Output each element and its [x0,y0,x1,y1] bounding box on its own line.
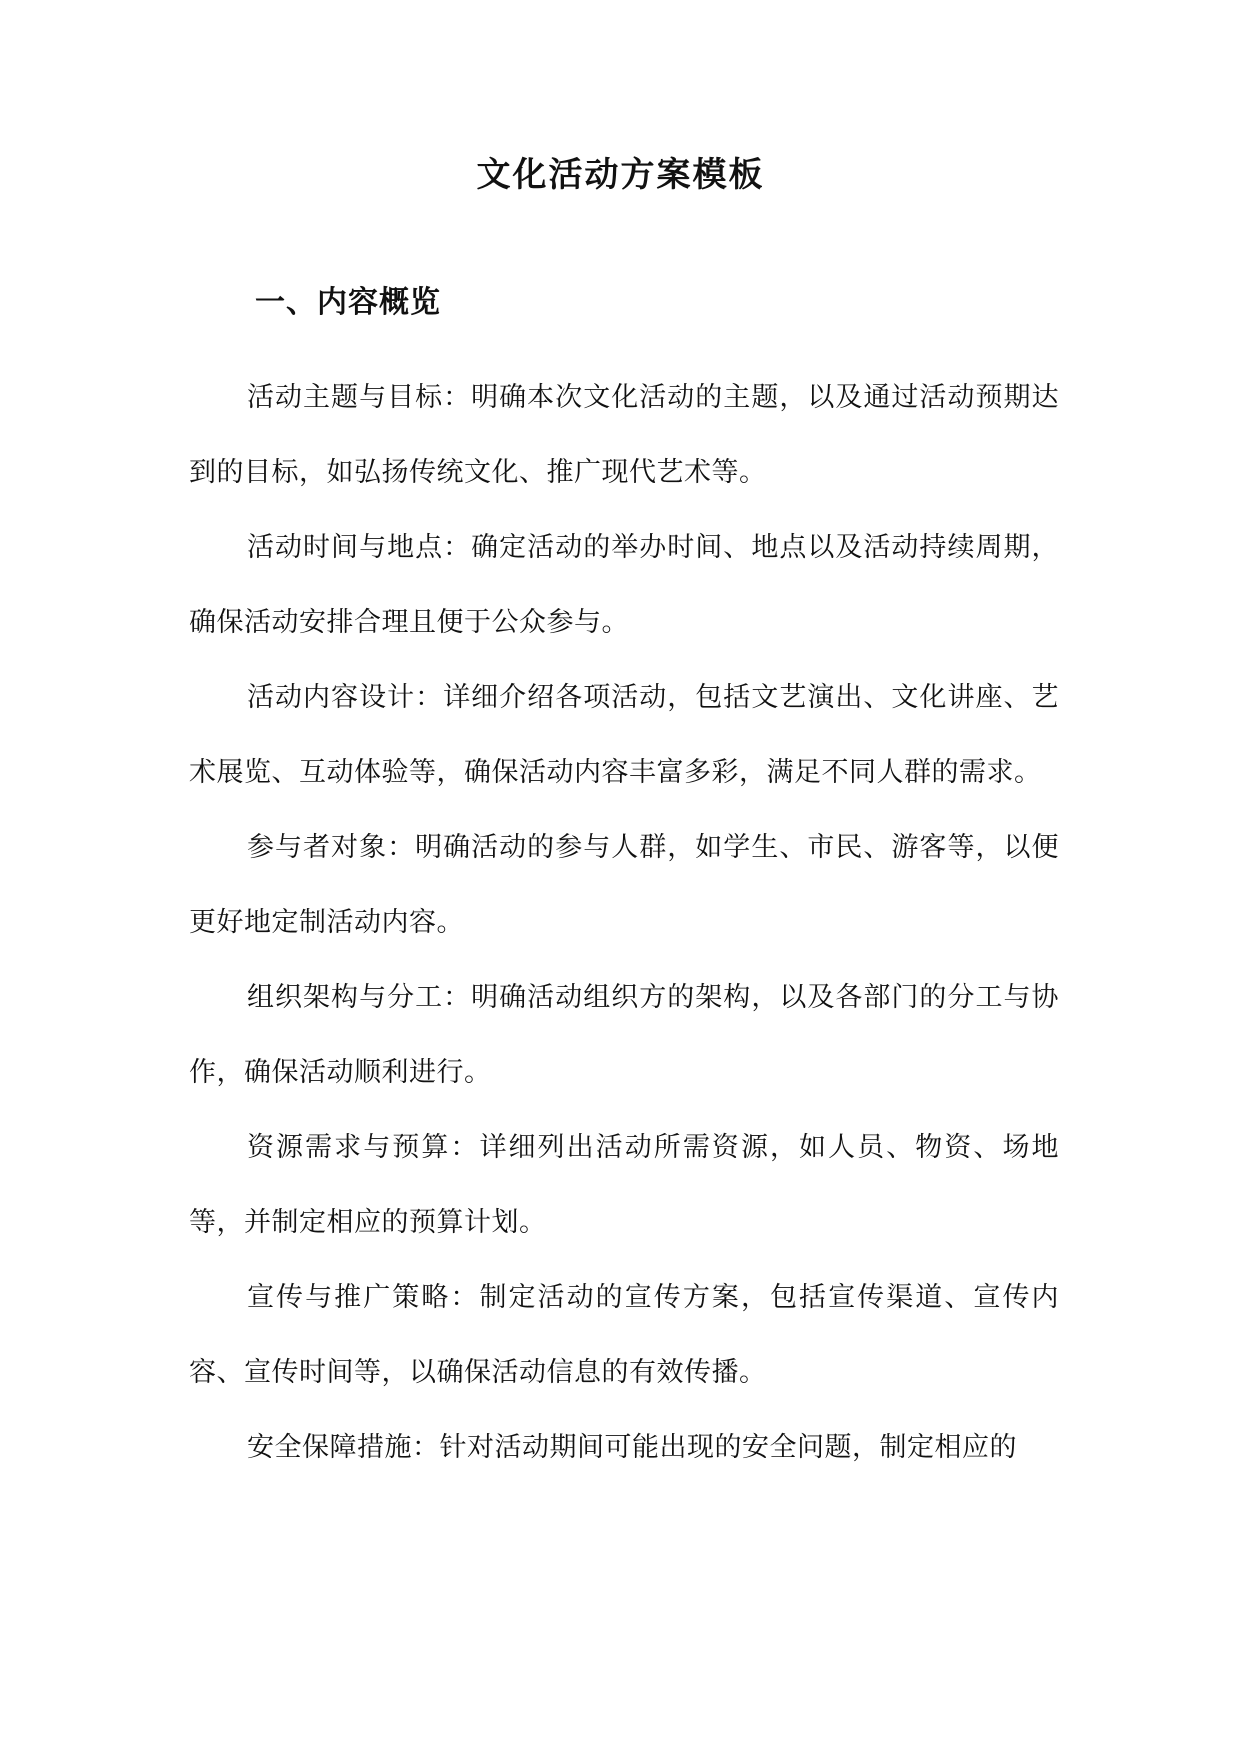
paragraph-time-location: 活动时间与地点：确定活动的举办时间、地点以及活动持续周期，确保活动安排合理且便于公众参与。 [189,532,1059,638]
paragraph-resources-budget: 资源需求与预算：详细列出活动所需资源，如人员、物资、场地等，并制定相应的预算计划。 [189,1132,1059,1238]
document-title: 文化活动方案模板 [476,155,765,195]
paragraph-safety: 安全保障措施：针对活动期间可能出现的安全问题，制定相应的 [247,1432,1017,1463]
section-heading: 一、内容概览 [255,285,441,320]
paragraph-organization: 组织架构与分工：明确活动组织方的架构，以及各部门的分工与协作，确保活动顺利进行。 [189,982,1059,1088]
body-text [189,360,1059,1485]
paragraph-participants: 参与者对象：明确活动的参与人群，如学生、市民、游客等，以便更好地定制活动内容。 [189,832,1059,938]
paragraph-promotion: 宣传与推广策略：制定活动的宣传方案，包括宣传渠道、宣传内容、宣传时间等，以确保活动信息的有效传播。 [189,1282,1059,1388]
paragraph-content-design: 活动内容设计：详细介绍各项活动，包括文艺演出、文化讲座、艺术展览、互动体验等，确保活动内容丰富多彩，满足不同人群的需求。 [189,682,1059,788]
paragraph-theme-goals: 活动主题与目标：明确本次文化活动的主题，以及通过活动预期达到的目标，如弘扬传统文化、推广现代艺术等。 [189,382,1059,488]
